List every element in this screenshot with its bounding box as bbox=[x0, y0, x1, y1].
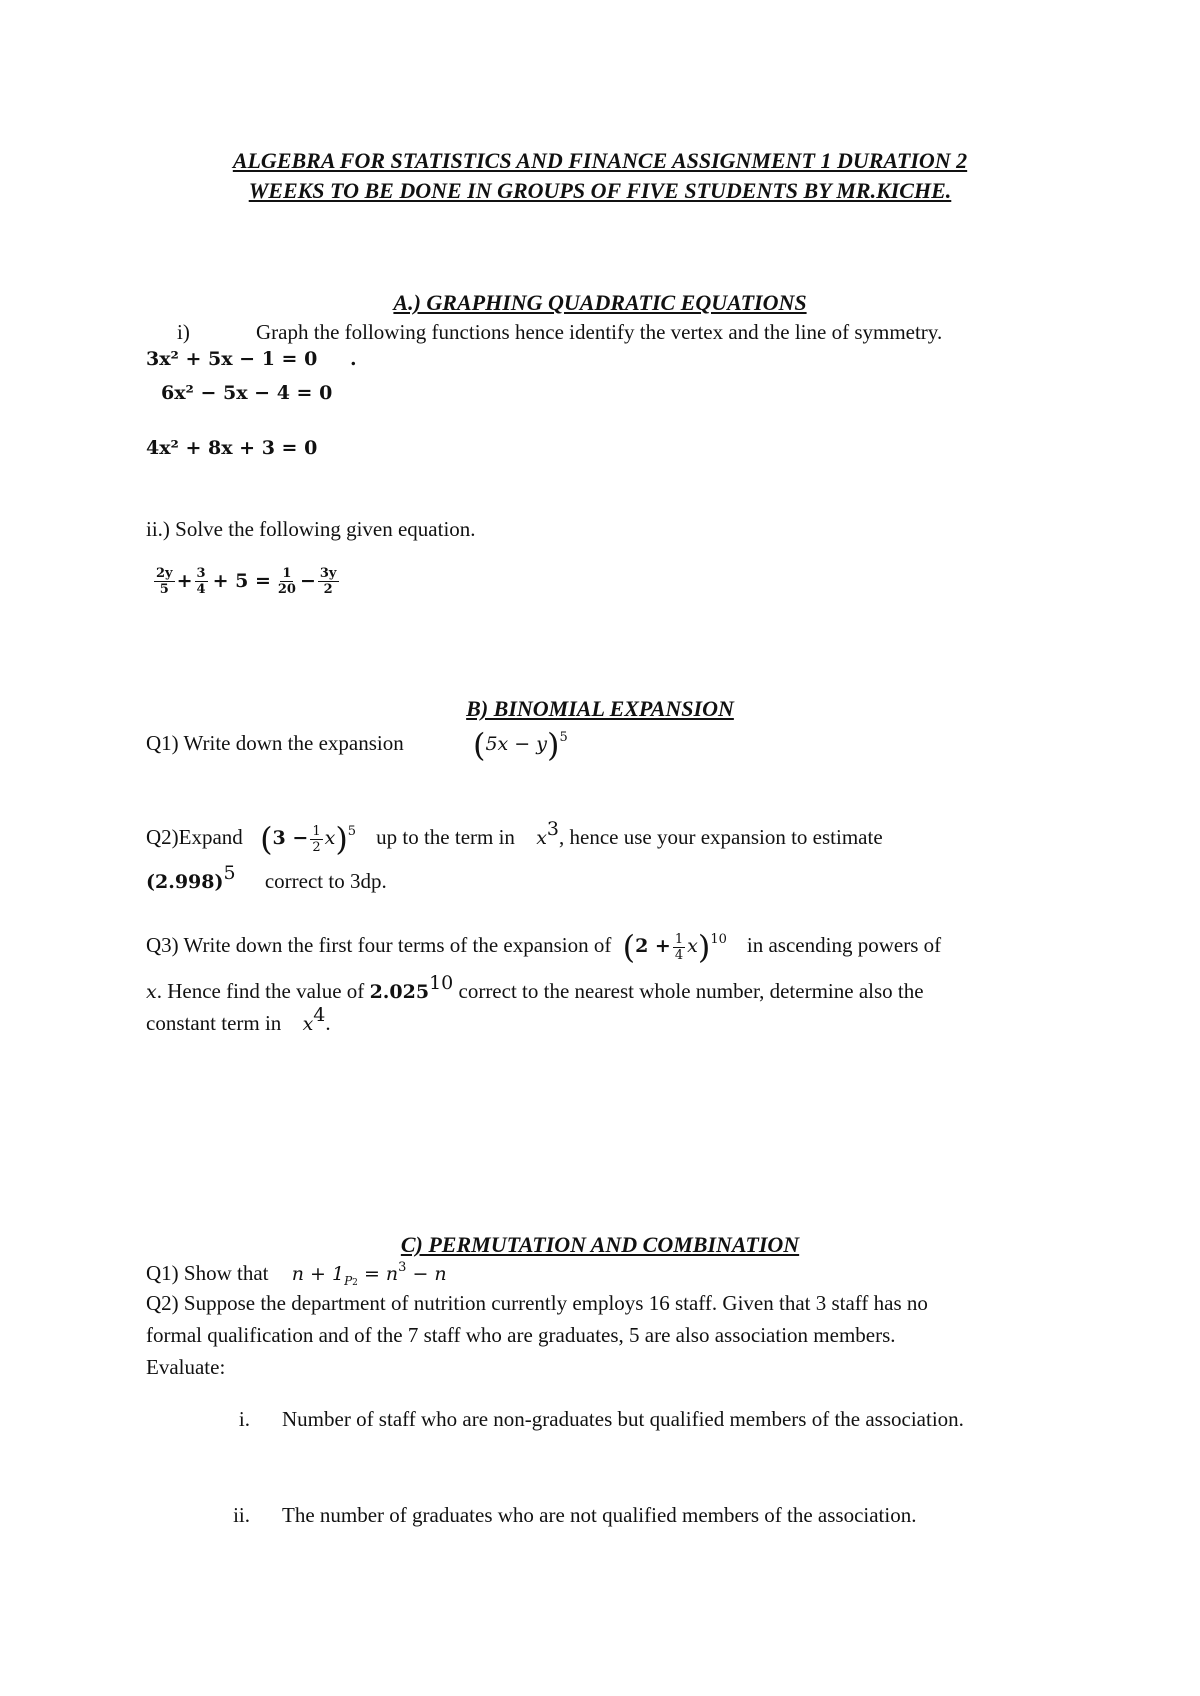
part-i-instruction: Graph the following functions hence identify the vertex and the line of symmetry. bbox=[256, 320, 943, 344]
title-line-1: ALGEBRA FOR STATISTICS AND FINANCE ASSIGNMENT 1 DURATION 2 bbox=[232, 148, 968, 173]
fraction-equation: $\frac{2y}{5}$ + $\frac{3}{4}$ + 5 = $\frac{1}{20}$ − $\frac{3y}{2}$ bbox=[156, 566, 337, 597]
part-i-marker: i) bbox=[177, 320, 190, 344]
section-b-heading: B) BINOMIAL EXPANSION bbox=[466, 696, 734, 721]
quadratic-equation-1: 3x² + 5x − 1 = 0 . bbox=[146, 348, 357, 370]
binomial-q2-line-2: $(2.998)^5$ correct to 3dp. bbox=[146, 862, 387, 893]
document-page: ALGEBRA FOR STATISTICS AND FINANCE ASSIGNMENT 1 DURATION 2 WEEKS TO BE DONE IN GROUPS OF FIVE STUDENTS BY MR.KICHE. A.) GRAPHING QUADRATIC EQUATIONS i) Graph the following functions hence identify the vertex and the line of symmetry. 3x² + 5x − 1 = 0 . 6x² − 5x − 4 = 0 4x² + 8x + 3 = 0 ii.) Solve the following given equation. $\frac{2y}{5}$ + $\frac{3}{4}$ + 5 = $\frac{1}{20}$ − $\frac{3y}{2}$ B) BINOMIAL EXPANSION Q1) Write down the expansion $(5x - y)^5$ Q2)Expand (3 − $\frac{1}{2}$ x)$^5$ up to the term in $x^3$, hence use your expansion to estimate $(2.998)^5$ correct to 3dp. Q3) Write down the first four terms of the expansion of (2 + $\frac{1}{4}$ x)$^{10}$ in ascending powers of x. Hence find the value of 2.025$^{10}$ correct to the nearest whole number, determine also the constant term in $x^4$. C) PERMUTATION AND COMBINATION Q1) Show that $n + 1_{P2} = n^3 - n$ Q2) Suppose the department of nutrition currently employs 16 staff. Given that 3 staff has no formal qualification and of the 7 staff who are graduates, 5 are also association members. Evaluate: i. Number of staff who are non-graduates but qualified members of the association. ii. The number of graduates who are not qualified members of the association. bbox=[0, 0, 1200, 1696]
part-ii-instruction: ii.) Solve the following given equation. bbox=[146, 517, 476, 541]
binomial-q1: Q1) Write down the expansion $(5x - y)^5$ bbox=[146, 726, 568, 764]
document-title bbox=[0, 146, 1200, 206]
section-c-heading: C) PERMUTATION AND COMBINATION bbox=[400, 1232, 800, 1257]
permutation-q2: Q2) Suppose the department of nutrition currently employs 16 staff. Given that 3 staff has no formal qualification and of the 7 staff who are graduates, 5 are also association members. Evaluate: bbox=[146, 1291, 928, 1379]
title-line-2: WEEKS TO BE DONE IN GROUPS OF FIVE STUDENTS BY MR.KICHE. bbox=[248, 178, 952, 203]
binomial-q1-expression: $(5x - y)^5$ bbox=[472, 726, 568, 764]
fraction-term-1: $\frac{2y}{5}$ bbox=[156, 566, 173, 597]
binomial-q2-expression: (3 − $\frac{1}{2}$ x)$^5$ bbox=[260, 820, 357, 858]
binomial-q3-line-1: Q3) Write down the first four terms of the expansion of (2 + $\frac{1}{4}$ x)$^{10}$ in ascending powers of bbox=[146, 928, 942, 966]
permutation-q1: Q1) Show that $n + 1_{P2} = n^3 - n$ bbox=[146, 1260, 447, 1288]
quadratic-equation-3: 4x² + 8x + 3 = 0 bbox=[146, 437, 318, 459]
binomial-q3-expression: (2 + $\frac{1}{4}$ x)$^{10}$ bbox=[622, 928, 727, 966]
permutation-q1-expression: $n + 1_{P2} = n^3 - n$ bbox=[291, 1260, 447, 1288]
binomial-q3-line-3: constant term in $x^4$. bbox=[146, 1004, 331, 1035]
binomial-q3-line-2: x. Hence find the value of 2.025$^{10}$ correct to the nearest whole number, determine also the bbox=[146, 972, 924, 1003]
quadratic-equation-2: 6x² − 5x − 4 = 0 bbox=[161, 382, 333, 404]
binomial-q2-line-1: Q2)Expand (3 − $\frac{1}{2}$ x)$^5$ up to the term in $x^3$, hence use your expansion to estimate bbox=[146, 818, 883, 858]
section-a-heading: A.) GRAPHING QUADRATIC EQUATIONS bbox=[393, 290, 807, 315]
fraction-term-3: $\frac{1}{20}$ bbox=[277, 566, 296, 597]
fraction-term-4: $\frac{3y}{2}$ bbox=[319, 566, 337, 597]
fraction-term-2: $\frac{3}{4}$ bbox=[196, 566, 206, 597]
